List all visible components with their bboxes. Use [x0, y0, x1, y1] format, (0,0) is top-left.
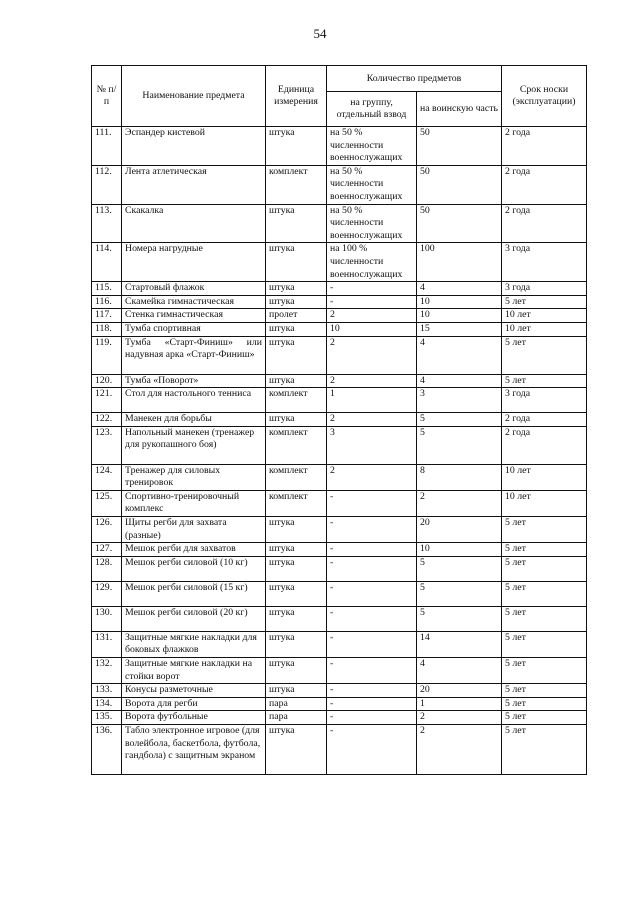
qty-per-group: -	[327, 684, 417, 698]
item-name: Мешок регби для захватов	[122, 543, 266, 557]
service-term: 5 лет	[502, 543, 587, 557]
table-header	[92, 66, 587, 127]
item-name: Мешок регби силовой (10 кг)	[122, 556, 266, 581]
service-term: 10 лет	[502, 309, 587, 323]
qty-per-unit: 5	[417, 556, 502, 581]
header-per-unit: на воинскую часть	[417, 92, 502, 127]
item-name: Манекен для борьбы	[122, 413, 266, 427]
qty-per-unit: 2	[417, 711, 502, 725]
unit-of-measure: штука	[266, 631, 327, 657]
qty-per-unit: 14	[417, 631, 502, 657]
row-number: 120.	[92, 374, 122, 388]
unit-of-measure: комплект	[266, 464, 327, 490]
table-row	[92, 581, 587, 606]
item-name: Эспандер кистевой	[122, 127, 266, 166]
qty-per-group: -	[327, 581, 417, 606]
qty-per-group: -	[327, 556, 417, 581]
item-name: Табло электронное игровое (для волейбола, баскетбола, футбола, гандбола) с защитным экраном	[122, 725, 266, 775]
service-term: 2 года	[502, 413, 587, 427]
table-row	[92, 309, 587, 323]
qty-per-group: на 100 % численности военнослужащих	[327, 243, 417, 282]
row-number: 121.	[92, 388, 122, 413]
unit-of-measure: штука	[266, 517, 327, 543]
row-number: 125.	[92, 490, 122, 516]
qty-per-group: 2	[327, 374, 417, 388]
item-name: Тренажер для силовых тренировок	[122, 464, 266, 490]
item-name: Лента атлетическая	[122, 165, 266, 204]
table-row	[92, 413, 587, 427]
item-name: Мешок регби силовой (20 кг)	[122, 606, 266, 631]
item-name: Скамейка гимнастическая	[122, 295, 266, 309]
unit-of-measure: пролет	[266, 309, 327, 323]
table-row	[92, 684, 587, 698]
row-number: 113.	[92, 204, 122, 243]
qty-per-group: 3	[327, 426, 417, 464]
unit-of-measure: штука	[266, 658, 327, 684]
item-name: Номера нагрудные	[122, 243, 266, 282]
row-number: 136.	[92, 725, 122, 775]
service-term: 5 лет	[502, 711, 587, 725]
item-name: Тумба «Старт-Финиш» или надувная арка «Старт-Финиш»	[122, 336, 266, 374]
qty-per-unit: 10	[417, 543, 502, 557]
service-term: 10 лет	[502, 490, 587, 516]
unit-of-measure: штука	[266, 204, 327, 243]
item-name: Защитные мягкие накладки для боковых флажков	[122, 631, 266, 657]
row-number: 119.	[92, 336, 122, 374]
unit-of-measure: штука	[266, 543, 327, 557]
item-name: Мешок регби силовой (15 кг)	[122, 581, 266, 606]
row-number: 124.	[92, 464, 122, 490]
qty-per-group: 2	[327, 413, 417, 427]
row-number: 128.	[92, 556, 122, 581]
qty-per-unit: 3	[417, 388, 502, 413]
item-name: Стол для настольного тенниса	[122, 388, 266, 413]
qty-per-group: -	[327, 295, 417, 309]
qty-per-group: -	[327, 697, 417, 711]
unit-of-measure: комплект	[266, 165, 327, 204]
qty-per-group: -	[327, 606, 417, 631]
qty-per-unit: 15	[417, 322, 502, 336]
row-number: 131.	[92, 631, 122, 657]
qty-per-group: -	[327, 658, 417, 684]
qty-per-group: на 50 % численности военнослужащих	[327, 127, 417, 166]
item-name: Ворота футбольные	[122, 711, 266, 725]
qty-per-group: -	[327, 282, 417, 296]
unit-of-measure: пара	[266, 697, 327, 711]
unit-of-measure: штука	[266, 336, 327, 374]
table-row	[92, 282, 587, 296]
qty-per-unit: 4	[417, 336, 502, 374]
service-term: 5 лет	[502, 725, 587, 775]
header-term: Срок носки (эксплуатации)	[502, 66, 587, 127]
service-term: 5 лет	[502, 295, 587, 309]
service-term: 5 лет	[502, 336, 587, 374]
item-name: Стенка гимнастическая	[122, 309, 266, 323]
qty-per-unit: 20	[417, 684, 502, 698]
qty-per-group: 2	[327, 464, 417, 490]
row-number: 117.	[92, 309, 122, 323]
qty-per-unit: 5	[417, 426, 502, 464]
qty-per-unit: 50	[417, 165, 502, 204]
qty-per-unit: 50	[417, 204, 502, 243]
service-term: 10 лет	[502, 322, 587, 336]
item-name: Стартовый флажок	[122, 282, 266, 296]
unit-of-measure: комплект	[266, 490, 327, 516]
unit-of-measure: штука	[266, 581, 327, 606]
service-term: 5 лет	[502, 374, 587, 388]
qty-per-unit: 5	[417, 581, 502, 606]
header-per-group: на группу, отдельный взвод	[327, 92, 417, 127]
qty-per-group: 10	[327, 322, 417, 336]
qty-per-group: на 50 % численности военнослужащих	[327, 204, 417, 243]
header-name: Наименование предмета	[122, 66, 266, 127]
service-term: 5 лет	[502, 684, 587, 698]
table-row	[92, 725, 587, 775]
qty-per-unit: 10	[417, 309, 502, 323]
item-name: Защитные мягкие накладки на стойки ворот	[122, 658, 266, 684]
qty-per-group: 1	[327, 388, 417, 413]
qty-per-group: 2	[327, 336, 417, 374]
table-row	[92, 295, 587, 309]
qty-per-group: -	[327, 711, 417, 725]
service-term: 5 лет	[502, 631, 587, 657]
row-number: 122.	[92, 413, 122, 427]
unit-of-measure: штука	[266, 684, 327, 698]
table-body	[92, 127, 587, 775]
service-term: 5 лет	[502, 606, 587, 631]
items-table	[91, 65, 587, 775]
row-number: 127.	[92, 543, 122, 557]
service-term: 5 лет	[502, 697, 587, 711]
unit-of-measure: пара	[266, 711, 327, 725]
table-row	[92, 697, 587, 711]
row-number: 133.	[92, 684, 122, 698]
item-name: Щиты регби для захвата (разные)	[122, 517, 266, 543]
qty-per-unit: 4	[417, 658, 502, 684]
table-row	[92, 711, 587, 725]
qty-per-group: -	[327, 543, 417, 557]
qty-per-unit: 8	[417, 464, 502, 490]
table-row	[92, 490, 587, 516]
qty-per-group: -	[327, 725, 417, 775]
item-name: Спортивно-тренировочный комплекс	[122, 490, 266, 516]
qty-per-group: -	[327, 517, 417, 543]
service-term: 10 лет	[502, 464, 587, 490]
qty-per-unit: 100	[417, 243, 502, 282]
table-row	[92, 204, 587, 243]
table-row	[92, 631, 587, 657]
service-term: 3 года	[502, 282, 587, 296]
unit-of-measure: штука	[266, 322, 327, 336]
qty-per-group: -	[327, 631, 417, 657]
row-number: 114.	[92, 243, 122, 282]
service-term: 2 года	[502, 204, 587, 243]
unit-of-measure: штука	[266, 295, 327, 309]
item-name: Ворота для регби	[122, 697, 266, 711]
unit-of-measure: штука	[266, 127, 327, 166]
qty-per-unit: 50	[417, 127, 502, 166]
qty-per-unit: 20	[417, 517, 502, 543]
table-row	[92, 127, 587, 166]
table-row	[92, 464, 587, 490]
header-unit: Единица измерения	[266, 66, 327, 127]
table-row	[92, 322, 587, 336]
unit-of-measure: штука	[266, 606, 327, 631]
row-number: 115.	[92, 282, 122, 296]
row-number: 116.	[92, 295, 122, 309]
service-term: 2 года	[502, 127, 587, 166]
header-quantity: Количество предметов	[327, 66, 502, 92]
qty-per-unit: 4	[417, 282, 502, 296]
unit-of-measure: штука	[266, 282, 327, 296]
item-name: Тумба спортивная	[122, 322, 266, 336]
item-name: Скакалка	[122, 204, 266, 243]
service-term: 5 лет	[502, 556, 587, 581]
qty-per-group: 2	[327, 309, 417, 323]
item-name: Конусы разметочные	[122, 684, 266, 698]
service-term: 2 года	[502, 165, 587, 204]
qty-per-unit: 4	[417, 374, 502, 388]
table-row	[92, 388, 587, 413]
table-row	[92, 606, 587, 631]
service-term: 2 года	[502, 426, 587, 464]
unit-of-measure: штука	[266, 413, 327, 427]
qty-per-unit: 5	[417, 413, 502, 427]
service-term: 5 лет	[502, 581, 587, 606]
table-row	[92, 556, 587, 581]
unit-of-measure: штука	[266, 374, 327, 388]
table-row	[92, 336, 587, 374]
qty-per-unit: 10	[417, 295, 502, 309]
row-number: 134.	[92, 697, 122, 711]
table-row	[92, 658, 587, 684]
qty-per-unit: 2	[417, 490, 502, 516]
unit-of-measure: штука	[266, 243, 327, 282]
table-row	[92, 165, 587, 204]
unit-of-measure: комплект	[266, 426, 327, 464]
row-number: 111.	[92, 127, 122, 166]
table-row	[92, 426, 587, 464]
qty-per-unit: 1	[417, 697, 502, 711]
qty-per-group: на 50 % численности военнослужащих	[327, 165, 417, 204]
row-number: 130.	[92, 606, 122, 631]
unit-of-measure: штука	[266, 556, 327, 581]
row-number: 123.	[92, 426, 122, 464]
row-number: 112.	[92, 165, 122, 204]
unit-of-measure: штука	[266, 725, 327, 775]
unit-of-measure: комплект	[266, 388, 327, 413]
row-number: 129.	[92, 581, 122, 606]
row-number: 135.	[92, 711, 122, 725]
row-number: 118.	[92, 322, 122, 336]
table-row	[92, 543, 587, 557]
row-number: 126.	[92, 517, 122, 543]
item-name: Напольный манекен (тренажер для рукопашного боя)	[122, 426, 266, 464]
table-row	[92, 517, 587, 543]
service-term: 3 года	[502, 388, 587, 413]
qty-per-unit: 5	[417, 606, 502, 631]
page-number: 54	[313, 26, 327, 41]
service-term: 3 года	[502, 243, 587, 282]
service-term: 5 лет	[502, 517, 587, 543]
table-row	[92, 243, 587, 282]
header-num: № п/п	[92, 66, 122, 127]
item-name: Тумба «Поворот»	[122, 374, 266, 388]
qty-per-group: -	[327, 490, 417, 516]
qty-per-unit: 2	[417, 725, 502, 775]
table-row	[92, 374, 587, 388]
row-number: 132.	[92, 658, 122, 684]
service-term: 5 лет	[502, 658, 587, 684]
